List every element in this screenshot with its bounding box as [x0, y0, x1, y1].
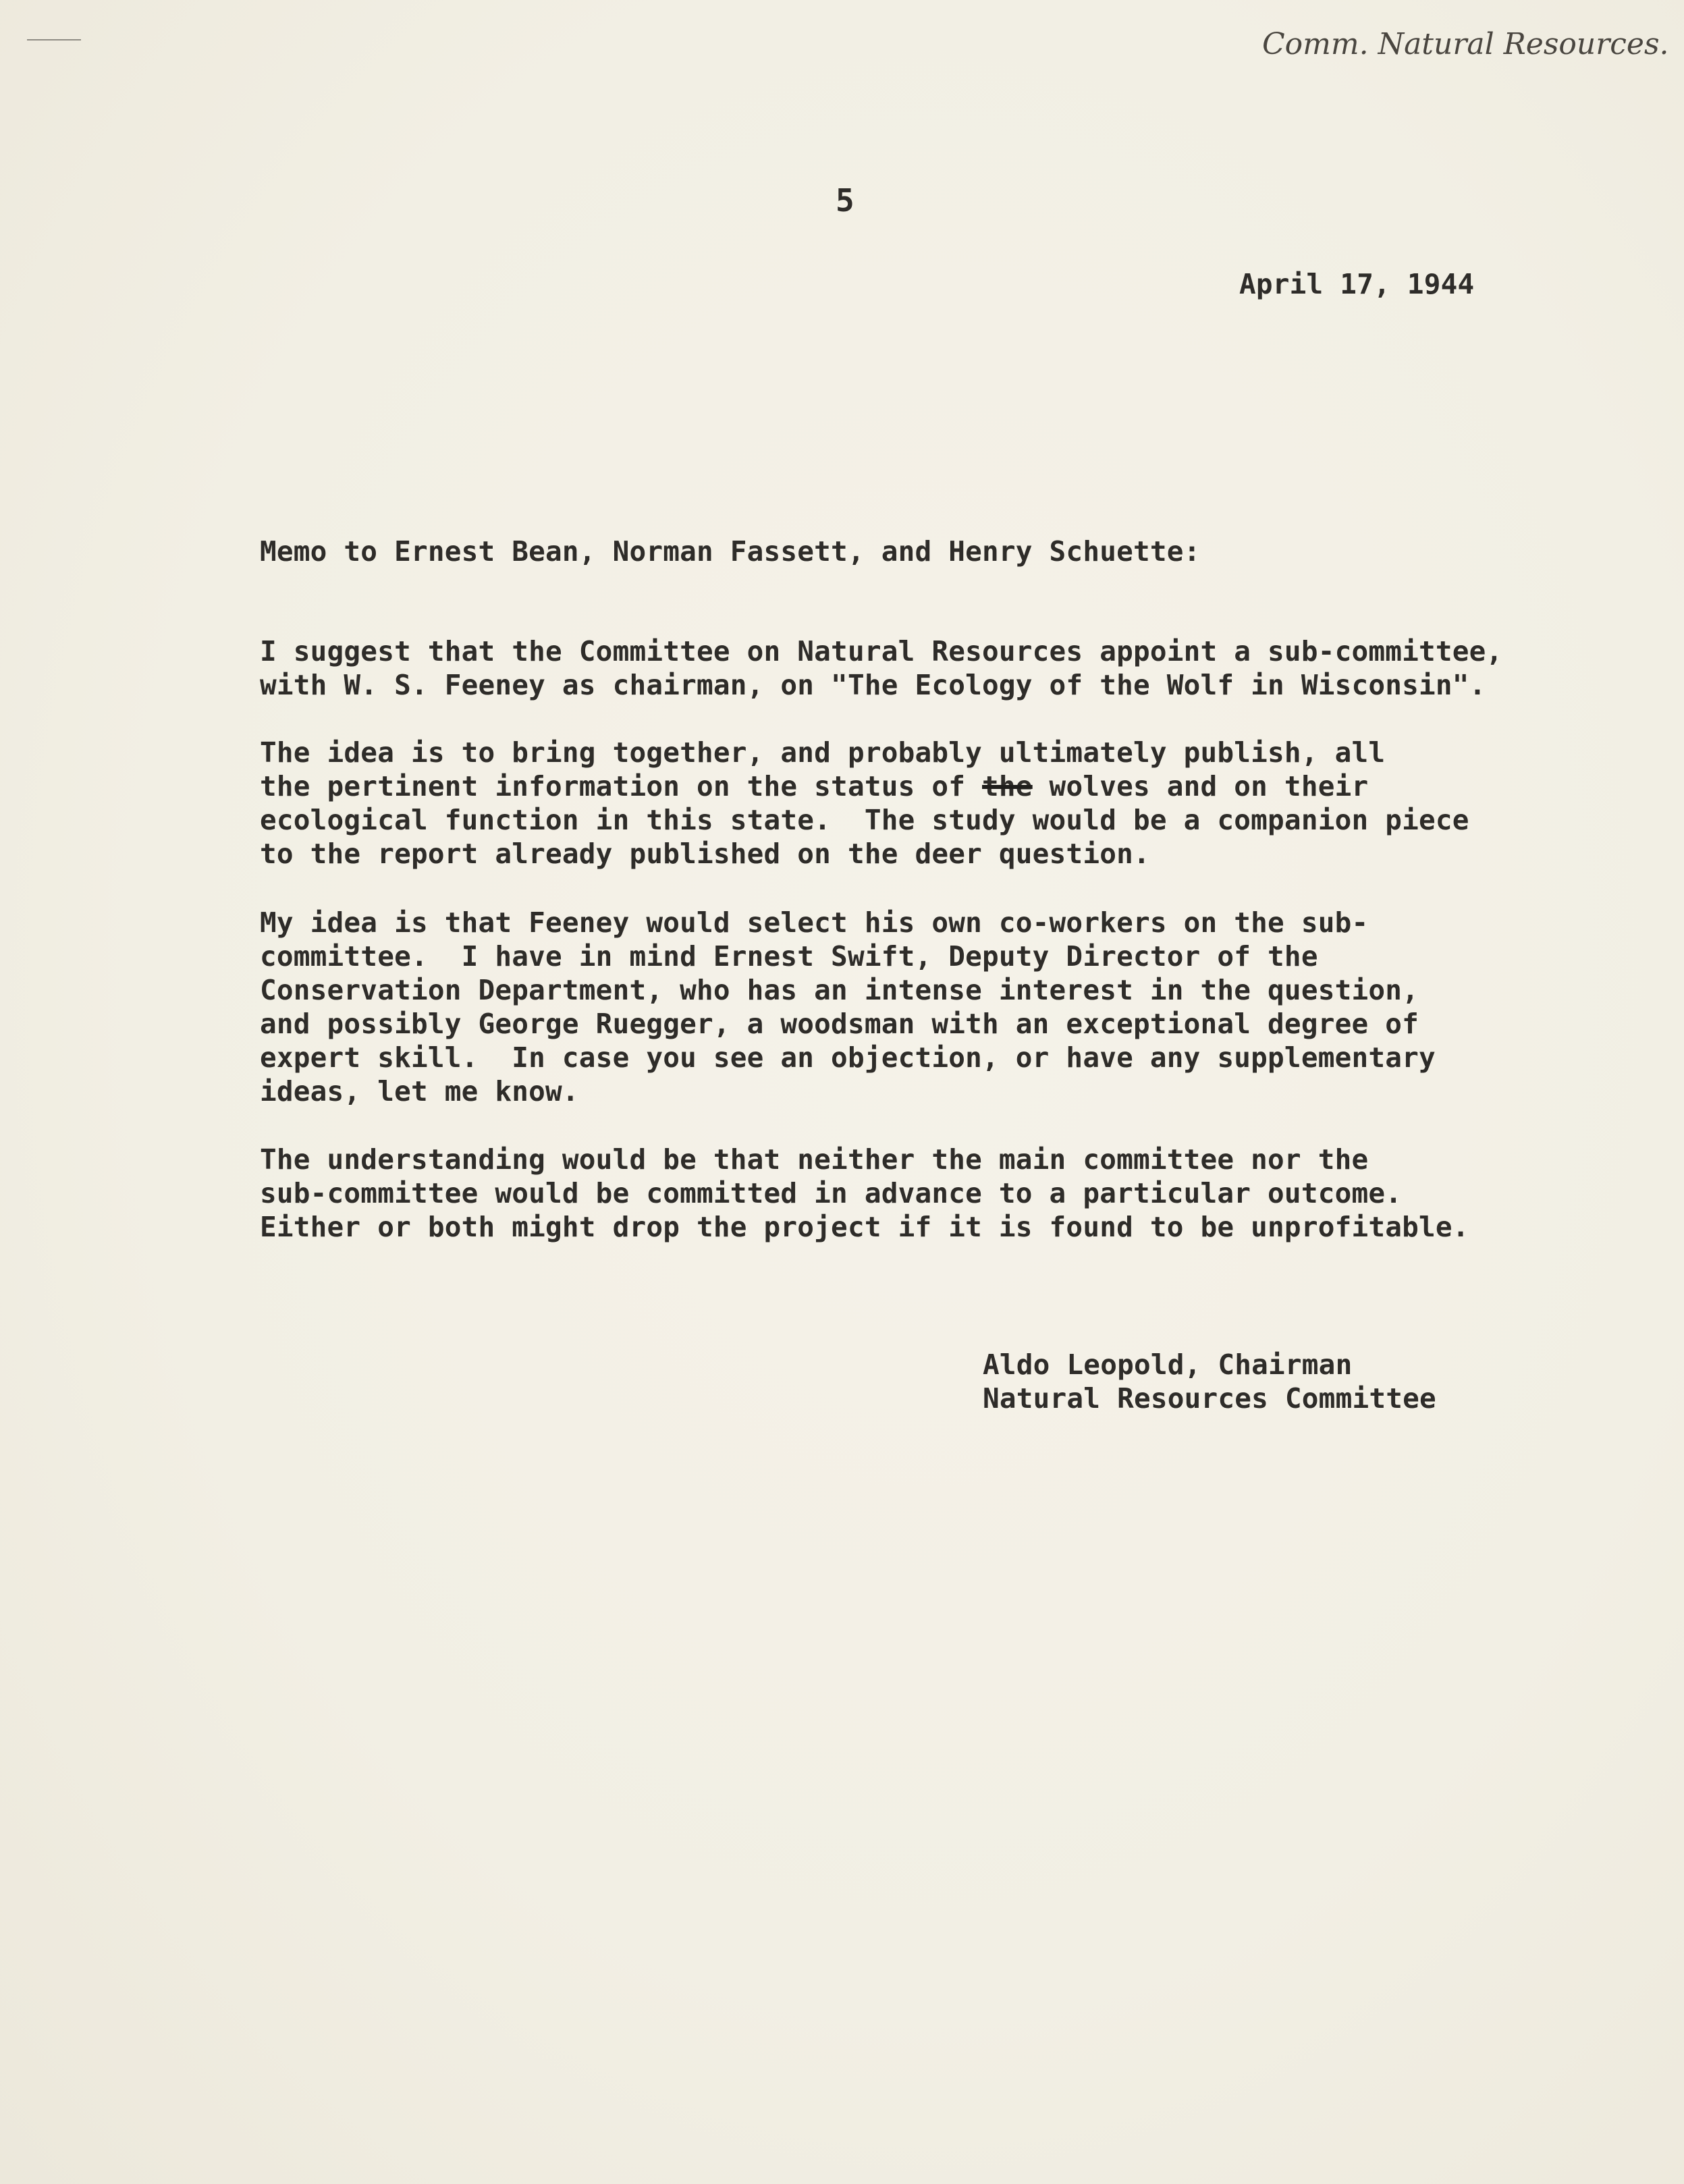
- paragraph-line: The idea is to bring together, and probably ultimately publish, all: [260, 736, 1386, 769]
- paragraph-line-part: the pertinent information on the status of: [260, 770, 983, 802]
- paragraph-line: Conservation Department, who has an intense interest in the question,: [260, 974, 1419, 1006]
- paragraph-4: [260, 1143, 1469, 1244]
- paragraph-2: [260, 736, 1469, 871]
- corner-pencil-mark: [27, 39, 81, 40]
- paragraph-line: to the report already published on the deer question.: [260, 838, 1150, 870]
- paragraph-line: sub-committee would be committed in advance to a particular outcome.: [260, 1177, 1403, 1209]
- paragraph-3: [260, 906, 1436, 1108]
- paragraph-line: My idea is that Feeney would select his own co-workers on the sub-: [260, 906, 1369, 939]
- signature-title: Natural Resources Committee: [983, 1382, 1436, 1415]
- paragraph-line: ecological function in this state. The study would be a companion piece: [260, 804, 1469, 836]
- paragraph-line: ideas, let me know.: [260, 1075, 579, 1108]
- memo-date: April 17, 1944: [1239, 268, 1475, 300]
- paragraph-line: committee. I have in mind Ernest Swift, Deputy Director of the: [260, 940, 1318, 973]
- signature-name: Aldo Leopold, Chairman: [983, 1348, 1353, 1381]
- handwritten-note: Comm. Natural Resources.: [1262, 27, 1669, 61]
- paragraph-line: Either or both might drop the project if it is found to be unprofitable.: [260, 1211, 1469, 1243]
- memo-salutation: Memo to Ernest Bean, Norman Fassett, and Henry Schuette:: [260, 535, 1201, 568]
- paragraph-line-part: wolves and on their: [1032, 770, 1369, 802]
- struck-word: the: [982, 770, 1033, 802]
- paragraph-line: expert skill. In case you see an objection, or have any supplementary: [260, 1041, 1436, 1074]
- paragraph-line: and possibly George Ruegger, a woodsman with an exceptional degree of: [260, 1008, 1419, 1040]
- paragraph-line: with W. S. Feeney as chairman, on "The Ecology of the Wolf in Wisconsin".: [260, 669, 1486, 701]
- paragraph-line: I suggest that the Committee on Natural Resources appoint a sub-committee,: [260, 635, 1503, 667]
- page-number: 5: [836, 182, 854, 219]
- paragraph-1: [260, 634, 1502, 702]
- paragraph-line: The understanding would be that neither the main committee nor the: [260, 1143, 1369, 1176]
